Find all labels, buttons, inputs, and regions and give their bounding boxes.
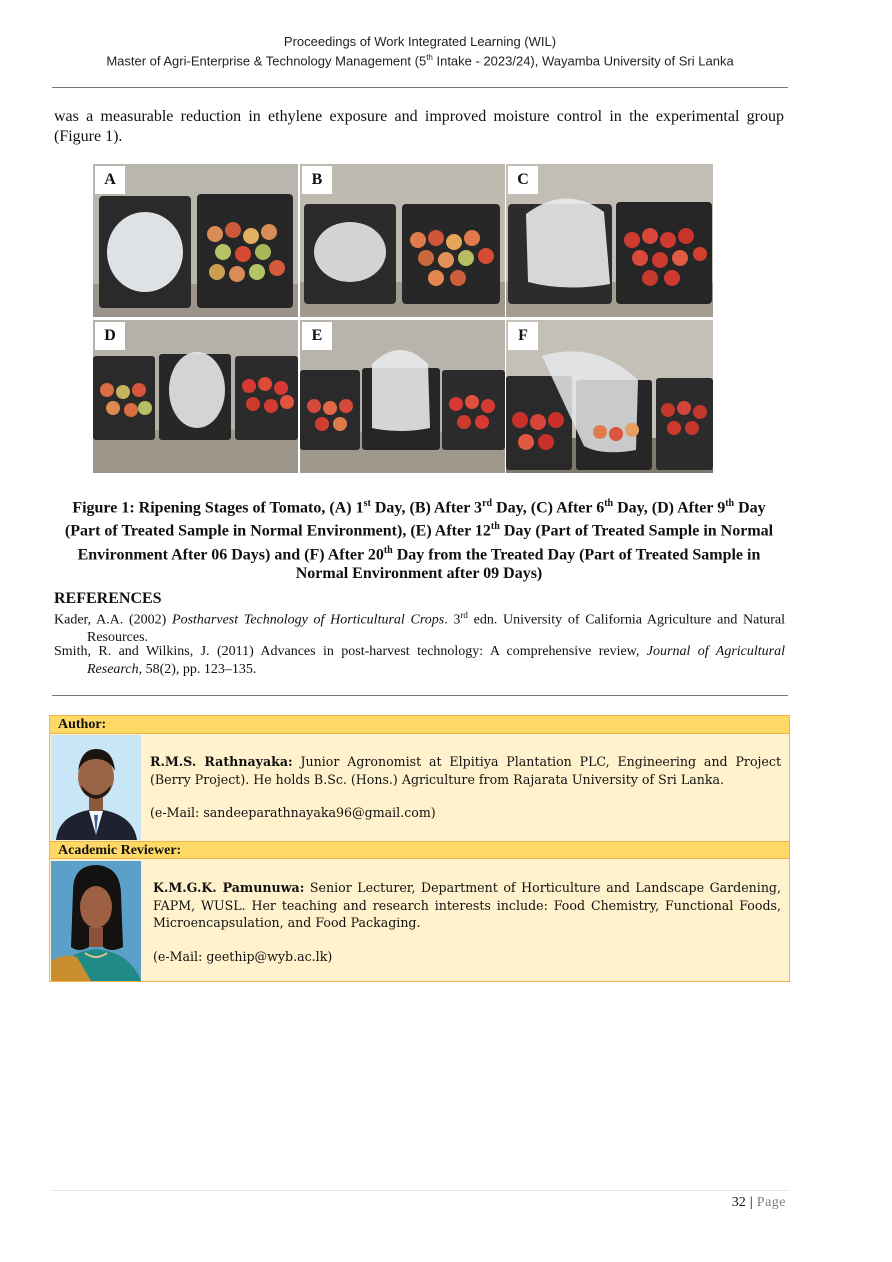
header-rule — [52, 87, 788, 88]
reference-entry — [54, 607, 785, 647]
figure-1 — [93, 164, 713, 473]
page-separator: | — [749, 1195, 753, 1210]
reference-entry — [54, 643, 785, 678]
caption-sup: th — [383, 544, 393, 556]
panel-a-photo — [93, 164, 298, 317]
panel-e-photo — [300, 320, 505, 473]
reference-journal: Journal of Agricultural Research — [87, 644, 785, 677]
caption-text: Day, (D) After 9 — [613, 499, 726, 517]
reference-text: Kader, A.A. (2002) — [54, 612, 173, 628]
caption-text: Figure 1: Ripening Stages of Tomato, (A) 1 — [72, 499, 364, 517]
caption-sup: st — [363, 498, 371, 509]
panel-e-label: E — [302, 322, 332, 350]
author-bio-text: Junior Agronomist at Elpitiya Plantation PLC, Engineering and Project (Berry Project). He holds B.Sc. (Hons.) Agriculture from Rajarata University of Sri Lanka. — [150, 754, 782, 787]
page-number — [700, 1195, 786, 1211]
author-info-box — [49, 715, 790, 982]
author-name: R.M.S. Rathnayaka: — [150, 754, 293, 769]
caption-text: Day (Part of Treated Sample in Normal Environment After 06 Days) and (F) After 20 — [77, 522, 774, 563]
reference-sup: rd — [460, 610, 468, 620]
panel-c-label: C — [508, 166, 538, 194]
author-heading: Author: — [50, 716, 789, 734]
page-word: Page — [756, 1195, 786, 1210]
intro-paragraph: was a measurable reduction in ethylene exposure and improved moisture control in the experimental group (Figure 1). — [54, 108, 784, 145]
caption-sup: th — [490, 521, 500, 533]
panel-d-label: D — [95, 322, 125, 350]
reference-text: edn. University of California Agriculture and Natural Resources. — [87, 612, 785, 646]
reference-text: , 58(2), pp. 123–135. — [138, 661, 257, 677]
caption-text: Day, (C) After 6 — [492, 499, 605, 517]
panel-a-label: A — [95, 166, 125, 194]
figure-caption — [54, 494, 784, 583]
panel-c-photo — [506, 164, 713, 317]
author-photo — [51, 735, 141, 840]
panel-f-label: F — [508, 322, 538, 350]
reference-text: Smith, R. and Wilkins, J. (2011) Advances in post-harvest technology: A comprehensive review, — [54, 644, 647, 659]
page-number-value: 32 — [731, 1195, 746, 1210]
panel-f-photo — [506, 320, 713, 473]
reviewer-bio-text: Senior Lecturer, Department of Horticulture and Landscape Gardening, FAPM, WUSL. Her teaching and research interests include: Food Chemistry, Functional Foods, Microencapsulation, and Food Packaging. — [153, 880, 781, 930]
caption-text: Day from the Treated Day (Part of Treated Sample in Normal Environment after 09 Days) — [295, 545, 761, 582]
caption-sup: rd — [482, 498, 493, 509]
header-subtitle-sup: th — [426, 53, 433, 62]
reviewer-email: (e-Mail: geethip@wyb.ac.lk) — [153, 949, 333, 964]
reviewer-photo — [51, 861, 141, 981]
reviewer-name: K.M.G.K. Pamunuwa: — [153, 880, 305, 895]
reference-text: . 3 — [444, 612, 461, 628]
panel-b-photo — [300, 164, 505, 317]
caption-sup: th — [725, 498, 735, 509]
caption-text: Day (Part of Treated Sample in Normal Environment), (E) After 12 — [64, 499, 766, 540]
panel-b-label: B — [302, 166, 332, 194]
panel-d-photo — [93, 320, 298, 473]
running-header-title: Proceedings of Work Integrated Learning (WIL) — [283, 34, 557, 49]
reference-book-title: Postharvest Technology of Horticultural Crops — [172, 612, 445, 628]
caption-text: Day, (B) After 3 — [370, 499, 483, 517]
running-header-subtitle — [52, 53, 788, 68]
reviewer-bio — [153, 879, 781, 932]
caption-sup: th — [604, 498, 614, 509]
section-rule — [52, 695, 788, 696]
header-subtitle-pre: Master of Agri-Enterprise & Technology Management (5 — [106, 53, 427, 69]
references-heading: REFERENCES — [54, 590, 162, 607]
author-bio — [150, 753, 781, 788]
header-subtitle-post: Intake - 2023/24), Wayamba University of Sri Lanka — [432, 53, 734, 69]
reviewer-heading: Academic Reviewer: — [50, 841, 789, 859]
footer-rule — [52, 1190, 788, 1191]
author-email: (e-Mail: sandeeparathnayaka96@gmail.com) — [150, 805, 436, 820]
